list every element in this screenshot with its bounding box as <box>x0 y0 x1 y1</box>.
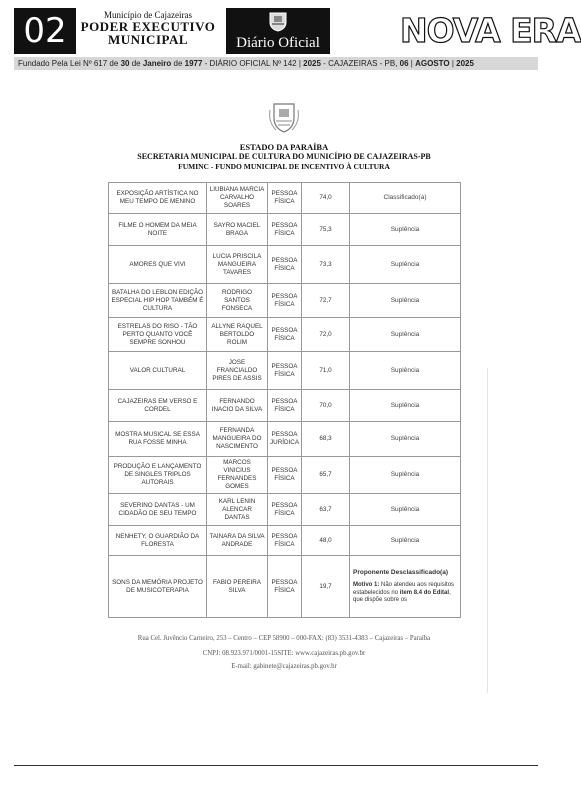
project-cell: SONS DA MEMÓRIA PROJETO DE MUSICOTERAPIA <box>109 556 207 618</box>
state-crest-icon <box>266 100 302 136</box>
project-cell: BATALHA DO LEBLON EDIÇÃO ESPECIAL HIP HOP TAMBÉM É CULTURA <box>109 284 207 318</box>
score-cell: 65,7 <box>302 457 350 494</box>
project-cell: FILME O HOMEM DA MEIA NOITE <box>109 214 207 246</box>
proponent-cell: FERNANDA MANGUEIRA DO NASCIMENTO <box>207 422 268 457</box>
footer-email: E-mail: gabinete@cajazeiras.pb.gov.br <box>231 663 337 670</box>
scan-edge-line <box>487 368 488 693</box>
score-cell: 70,0 <box>302 390 350 422</box>
score-cell: 72,0 <box>302 318 350 352</box>
status-cell: Suplência <box>350 352 461 390</box>
info-text-6: | <box>408 59 416 68</box>
gazette-label: Diário Oficial <box>236 35 320 51</box>
project-cell: ESTRELAS DO RISO - TÃO PERTO QUANTO VOCÊ SEMPRE SONHOU <box>109 318 207 352</box>
project-cell: EXPOSIÇÃO ARTÍSTICA NO MEU TEMPO DE MENINO <box>109 183 207 214</box>
type-cell: PESSOA FÍSICA <box>268 526 302 556</box>
founded-year: 1977 <box>184 59 203 68</box>
status-cell: Suplência <box>350 284 461 318</box>
type-cell: PESSOA FÍSICA <box>268 214 302 246</box>
status-cell: Suplência <box>350 457 461 494</box>
table-row <box>109 526 461 556</box>
table-row <box>109 246 461 284</box>
status-cell: Classificado(a) <box>350 183 461 214</box>
reason-item: item 8.4 do Edital <box>399 589 450 596</box>
project-cell: NENHETY, O GUARDIÃO DA FLORESTA <box>109 526 207 556</box>
status-cell: Suplência <box>350 390 461 422</box>
info-text-5: - CAJAZEIRAS - PB, <box>320 59 400 68</box>
table-row <box>109 457 461 494</box>
results-table <box>108 182 461 618</box>
reason-end: , que dispõe sobre os <box>353 589 451 603</box>
municipality-block <box>78 10 218 46</box>
status-cell: Suplência <box>350 422 461 457</box>
reason-text: Não atendeu aos requisitos estabelecidos no <box>353 582 455 596</box>
type-cell: PESSOA FÍSICA <box>268 318 302 352</box>
project-cell: SEVERINO DANTAS - UM CIDADÃO DE SEU TEMPO <box>109 494 207 526</box>
coat-of-arms-icon <box>266 10 290 32</box>
type-cell: PESSOA FÍSICA <box>268 352 302 390</box>
table-row <box>109 284 461 318</box>
score-cell: 71,0 <box>302 352 350 390</box>
table-row <box>109 390 461 422</box>
municipality-name: Município de Cajazeiras <box>104 10 192 20</box>
page-number: 02 <box>14 8 76 54</box>
proponent-cell: TAINARA DA SILVA ANDRADE <box>207 526 268 556</box>
status-cell: Suplência <box>350 494 461 526</box>
power-line-1: PODER EXECUTIVO <box>80 19 216 34</box>
table-row <box>109 494 461 526</box>
info-text-7: | <box>449 59 457 68</box>
score-cell: 75,3 <box>302 214 350 246</box>
score-cell: 19,7 <box>302 556 350 618</box>
project-cell: AMORES QUE VIVI <box>109 246 207 284</box>
founded-month: Janeiro <box>142 59 172 68</box>
table-row <box>109 214 461 246</box>
secretariat-heading: SECRETARIA MUNICIPAL DE CULTURA DO MUNICÍPIO DE CAJAZEIRAS-PB <box>137 152 431 161</box>
proponent-cell: KARL LENIN ALENCAR DANTAS <box>207 494 268 526</box>
type-cell: PESSOA FÍSICA <box>268 284 302 318</box>
info-strip <box>14 57 538 70</box>
reason-label: Motivo 1: <box>353 582 380 588</box>
proponent-cell: LUCIA PRISCILA MANGUEIRA TAVARES <box>207 246 268 284</box>
table-row <box>109 422 461 457</box>
score-cell: 73,3 <box>302 246 350 284</box>
power-line-2: MUNICIPAL <box>107 32 189 47</box>
project-cell: MOSTRA MUSICAL SE ESSA RUA FOSSE MINHA <box>109 422 207 457</box>
proponent-cell: ALLYNE RAQUEL BERTOLDO ROLIM <box>207 318 268 352</box>
score-cell: 48,0 <box>302 526 350 556</box>
proponent-cell: SAYRO MACIEL BRAGA <box>207 214 268 246</box>
info-text-4: - DIÁRIO OFICIAL Nº 142 | <box>202 59 304 68</box>
table-row <box>109 352 461 390</box>
info-text-2: de <box>129 59 143 68</box>
footer-cnpj: CNPJ: 08.923.971/0001-15SITE: www.cajazeiras.pb.gov.br <box>202 650 366 657</box>
proponent-cell: MARCOS VINICIUS FERNANDES GOMES <box>207 457 268 494</box>
table-row <box>109 556 461 618</box>
score-cell: 63,7 <box>302 494 350 526</box>
project-cell: PRODUÇÃO E LANÇAMENTO DE SINGLES TRIPLOS AUTORAIS <box>109 457 207 494</box>
table-row <box>109 183 461 214</box>
footer-address: Rua Cel. Juvêncio Carneiro, 253 – Centro – CEP 58900 – 000-FAX: (83) 3531-4383 – Cajazeiras – Paraíba <box>137 635 431 642</box>
disqualification-reason <box>353 582 457 605</box>
score-cell: 72,7 <box>302 284 350 318</box>
project-cell: VALOR CULTURAL <box>109 352 207 390</box>
founded-day: 30 <box>120 59 130 68</box>
status-cell <box>350 556 461 618</box>
gazette-title-box <box>226 8 330 54</box>
state-heading: ESTADO DA PARAÍBA <box>239 142 329 152</box>
proponent-cell: JOSE FRANCIALDO PIRES DE ASSIS <box>207 352 268 390</box>
proponent-cell: LIUBIANA MARCIA CARVALHO SOARES <box>207 183 268 214</box>
status-cell: Suplência <box>350 246 461 284</box>
status-cell: Suplência <box>350 214 461 246</box>
info-text-3: de <box>171 59 185 68</box>
type-cell: PESSOA FÍSICA <box>268 457 302 494</box>
table-row <box>109 318 461 352</box>
type-cell: PESSOA FÍSICA <box>268 246 302 284</box>
type-cell: PESSOA JURÍDICA <box>268 422 302 457</box>
status-cell: Suplência <box>350 526 461 556</box>
proponent-cell: FERNANDO INACIO DA SILVA <box>207 390 268 422</box>
proponent-cell: RODRIGO SANTOS FONSECA <box>207 284 268 318</box>
status-cell: Suplência <box>350 318 461 352</box>
type-cell: PESSOA FÍSICA <box>268 494 302 526</box>
type-cell: PESSOA FÍSICA <box>268 556 302 618</box>
type-cell: PESSOA FÍSICA <box>268 183 302 214</box>
fund-heading: FUMINC - FUNDO MUNICIPAL DE INCENTIVO À CULTURA <box>178 162 390 171</box>
publication-month: AGOSTO <box>415 59 450 68</box>
score-cell: 68,3 <box>302 422 350 457</box>
info-text-1: Fundado Pela Lei Nº 617 de <box>18 59 121 68</box>
edition-year: 2025 <box>303 59 321 68</box>
publication-day: 06 <box>399 59 409 68</box>
disqualified-title: Proponente Desclassificado(a) <box>353 568 448 576</box>
proponent-cell: FABIO PEREIRA SILVA <box>207 556 268 618</box>
masthead-title: NOVA ERA <box>400 11 581 50</box>
project-cell: CAJAZEIRAS EM VERSO E CORDEL <box>109 390 207 422</box>
publication-year: 2025 <box>456 59 474 68</box>
score-cell: 74,0 <box>302 183 350 214</box>
page-bottom-rule <box>14 765 538 766</box>
gazette-header <box>14 8 581 54</box>
type-cell: PESSOA FÍSICA <box>268 390 302 422</box>
